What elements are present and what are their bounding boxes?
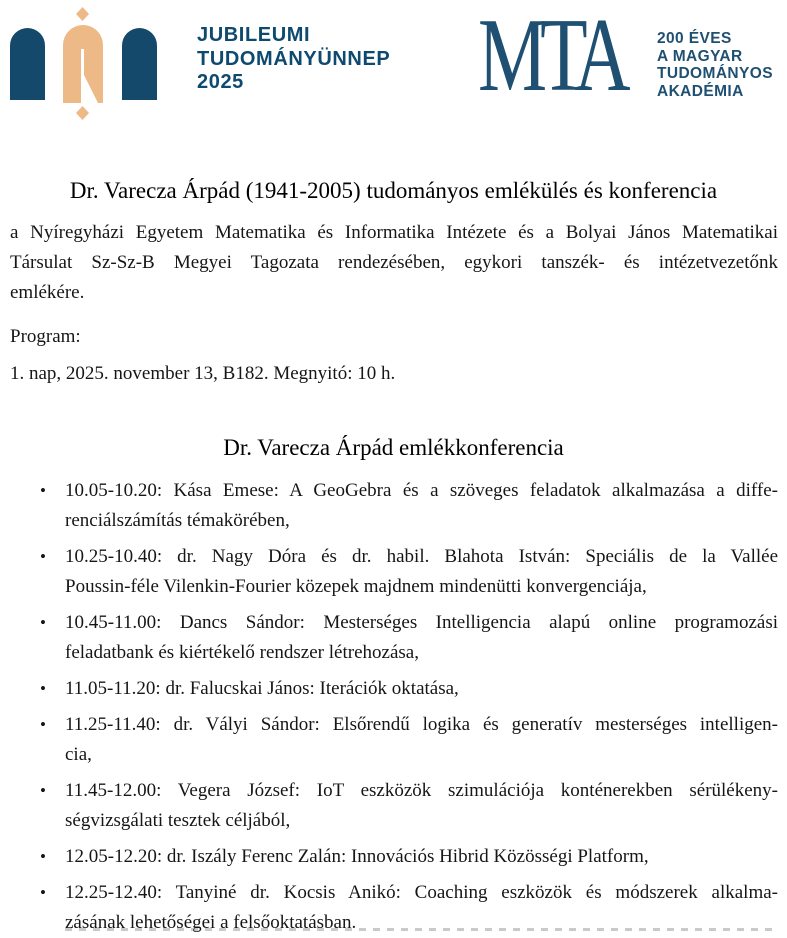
agenda-item-line: 11.25-11.40: dr. Vályi Sándor: Elsőrendű logika és generatív mesterséges intelligen- <box>65 714 778 735</box>
mta-logo-tagline <box>657 30 773 100</box>
agenda-list <box>0 476 787 938</box>
mta-tagline-line: 200 ÉVES <box>657 30 732 47</box>
bullet-icon: • <box>40 481 46 500</box>
mta-tagline-line: A MAGYAR <box>657 47 743 65</box>
door-slit-icon <box>81 49 84 103</box>
agenda-item-line: renciálszámítás témakörében, <box>65 510 290 531</box>
agenda-item-line: 10.25-10.40: dr. Nagy Dóra és dr. habil. Blahota István: Speciális de la Vallée <box>65 546 778 567</box>
arch-middle-icon <box>63 25 103 103</box>
diamond-bottom-icon <box>76 106 89 120</box>
agenda-item <box>40 710 778 770</box>
agenda-item-line: feladatbank és kiértékelő rendszer létrehozása, <box>65 642 419 663</box>
jubileumi-logo <box>0 0 175 128</box>
bullet-icon: • <box>40 781 46 800</box>
agenda-item <box>40 608 778 668</box>
agenda-item-line: Poussin-féle Vilenkin-Fourier közepek majdnem mindenütti konvergenciája, <box>65 576 647 597</box>
agenda-item-line: 10.05-10.20: Kása Emese: A GeoGebra és a szöveges feladatok alkalmazása a diffe- <box>65 480 778 501</box>
jubileumi-logo-text <box>197 24 390 95</box>
program-label: Program: <box>10 326 81 347</box>
jubileumi-line: TUDOMÁNYÜNNEP <box>197 47 391 70</box>
agenda-item <box>40 842 778 872</box>
intro-line: Társulat Sz-Sz-B Megyei Tagozata rendezésében, egykori tanszék- és intézetvezetőnk <box>10 252 778 273</box>
bullet-icon: • <box>40 847 46 866</box>
day1-line: 1. nap, 2025. november 13, B182. Megnyitó: 10 h. <box>10 363 396 384</box>
bullet-icon: • <box>40 679 46 698</box>
jubileumi-line: JUBILEUMI <box>197 24 311 46</box>
bullet-icon: • <box>40 547 46 566</box>
agenda-item-line: 10.45-11.00: Dancs Sándor: Mesterséges Intelligencia alapú online programozási <box>65 612 778 633</box>
agenda-item-line: cia, <box>65 744 92 765</box>
intro-line: emlékére. <box>10 282 85 303</box>
agenda-item <box>40 674 778 704</box>
conference-heading: Dr. Varecza Árpád emlékkonferencia <box>223 435 564 460</box>
bullet-icon: • <box>40 613 46 632</box>
diamond-top-icon <box>76 7 89 21</box>
agenda-item-line: 11.45-12.00: Vegera József: IoT eszközök szimulációja konténerekben sérülékeny- <box>65 780 778 801</box>
arch-left-icon <box>10 28 45 100</box>
agenda-item-line: 12.05-12.20: dr. Iszály Ferenc Zalán: Innovációs Hibrid Közösségi Platform, <box>65 846 649 867</box>
intro-line: a Nyíregyházi Egyetem Matematika és Informatika Intézete és a Bolyai János Matematikai <box>10 222 778 243</box>
door-wedge-icon <box>84 75 98 103</box>
agenda-item <box>40 776 778 836</box>
agenda-item-line: zásának lehetőségei a felsőoktatásban. <box>65 912 357 933</box>
agenda-item-line: 11.05-11.20: dr. Falucskai János: Iterációk oktatása, <box>65 678 459 699</box>
bullet-icon: • <box>40 883 46 902</box>
agenda-item-line: ségvizsgálati tesztek céljából, <box>65 810 291 831</box>
mta-tagline-line: AKADÉMIA <box>657 82 744 100</box>
mta-logo: MTA <box>478 0 624 113</box>
arch-right-icon <box>122 28 157 100</box>
page-title: Dr. Varecza Árpád (1941-2005) tudományos emlékülés és konferencia <box>69 178 718 203</box>
intro-paragraph <box>10 218 778 308</box>
mta-tagline-line: TUDOMÁNYOS <box>657 65 773 82</box>
agenda-item <box>40 476 778 536</box>
agenda-item <box>40 542 778 602</box>
bullet-icon: • <box>40 715 46 734</box>
jubileumi-line: 2025 <box>197 71 244 93</box>
page-header <box>0 0 787 130</box>
agenda-item-line: 12.25-12.40: Tanyiné dr. Kocsis Anikó: Coaching eszközök és módszerek alkalma- <box>65 882 778 903</box>
